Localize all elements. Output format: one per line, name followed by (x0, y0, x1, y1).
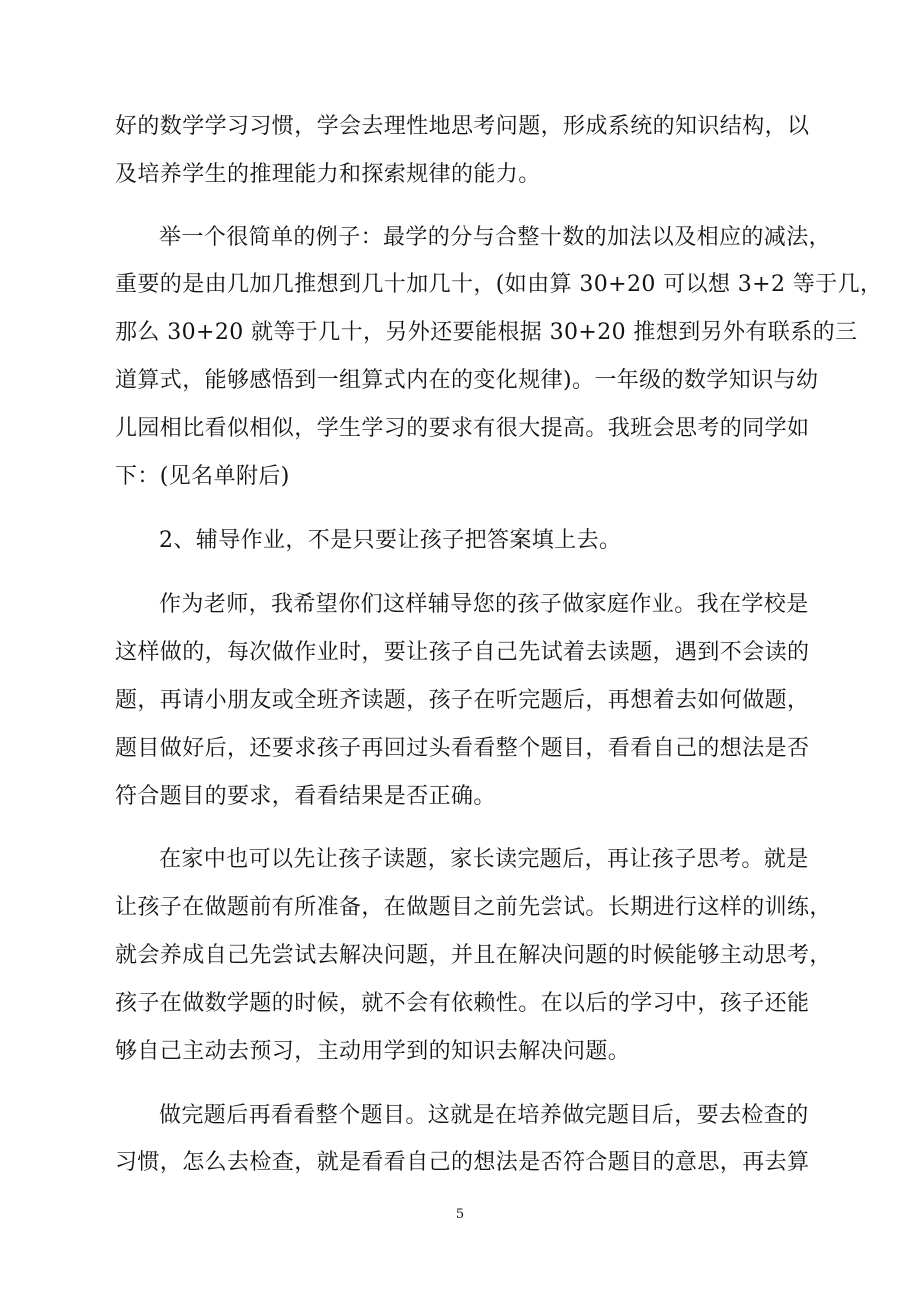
text-line: 题目做好后，还要求孩子再回过头看看整个题目，看看自己的想法是否 (115, 736, 810, 761)
text-line: 儿园相比看似相似，学生学习的要求有很大提高。我班会思考的同学如 (115, 416, 810, 441)
text-line: 题，再请小朋友或全班齐读题，孩子在听完题后，再想着去如何做题， (115, 688, 810, 713)
text-line: 道算式，能够感悟到一组算式内在的变化规律)。一年级的数学知识与幼 (115, 368, 819, 393)
text-line: 及培养学生的推理能力和探索规律的能力。 (115, 162, 541, 187)
text-line: 在家中也可以先让孩子读题，家长读完题后，再让孩子思考。就是 (159, 847, 809, 872)
text-line: 作为老师，我希望你们这样辅导您的孩子做家庭作业。我在学校是 (159, 592, 809, 617)
text-line: 举一个很简单的例子：最学的分与合整十数的加法以及相应的减法， (159, 225, 832, 250)
text-line: 习惯，怎么去检查，就是看看自己的想法是否符合题目的意思，再去算 (115, 1150, 810, 1175)
text-line: 这样做的，每次做作业时，要让孩子自己先试着去读题，遇到不会读的 (115, 640, 810, 665)
text-line: 好的数学学习习惯，学会去理性地思考问题，形成系统的知识结构，以 (115, 114, 810, 139)
text-line: 下：(见名单附后) (115, 464, 290, 489)
text-line: 符合题目的要求，看看结果是否正确。 (115, 784, 496, 809)
page-number: 5 (455, 1207, 465, 1222)
text-line: 孩子在做数学题的时候，就不会有依赖性。在以后的学习中，孩子还能 (115, 991, 810, 1016)
text-line: 就会养成自己先尝试去解决问题，并且在解决问题的时候能够主动思考， (115, 943, 832, 968)
text-line: 够自己主动去预习，主动用学到的知识去解决问题。 (115, 1039, 631, 1064)
text-line: 重要的是由几加几推想到几十加几十，(如由算 30+20 可以想 3+2 等于几， (115, 272, 883, 297)
text-line: 2、辅导作业，不是只要让孩子把答案填上去。 (159, 528, 622, 553)
text-line: 让孩子在做题前有所准备，在做题目之前先尝试。长期进行这样的训练， (115, 895, 832, 920)
text-line: 做完题后再看看整个题目。这就是在培养做完题目后，要去检查的 (159, 1103, 809, 1128)
text-line: 那么 30+20 就等于几十，另外还要能根据 30+20 推想到另外有联系的三 (115, 320, 858, 345)
